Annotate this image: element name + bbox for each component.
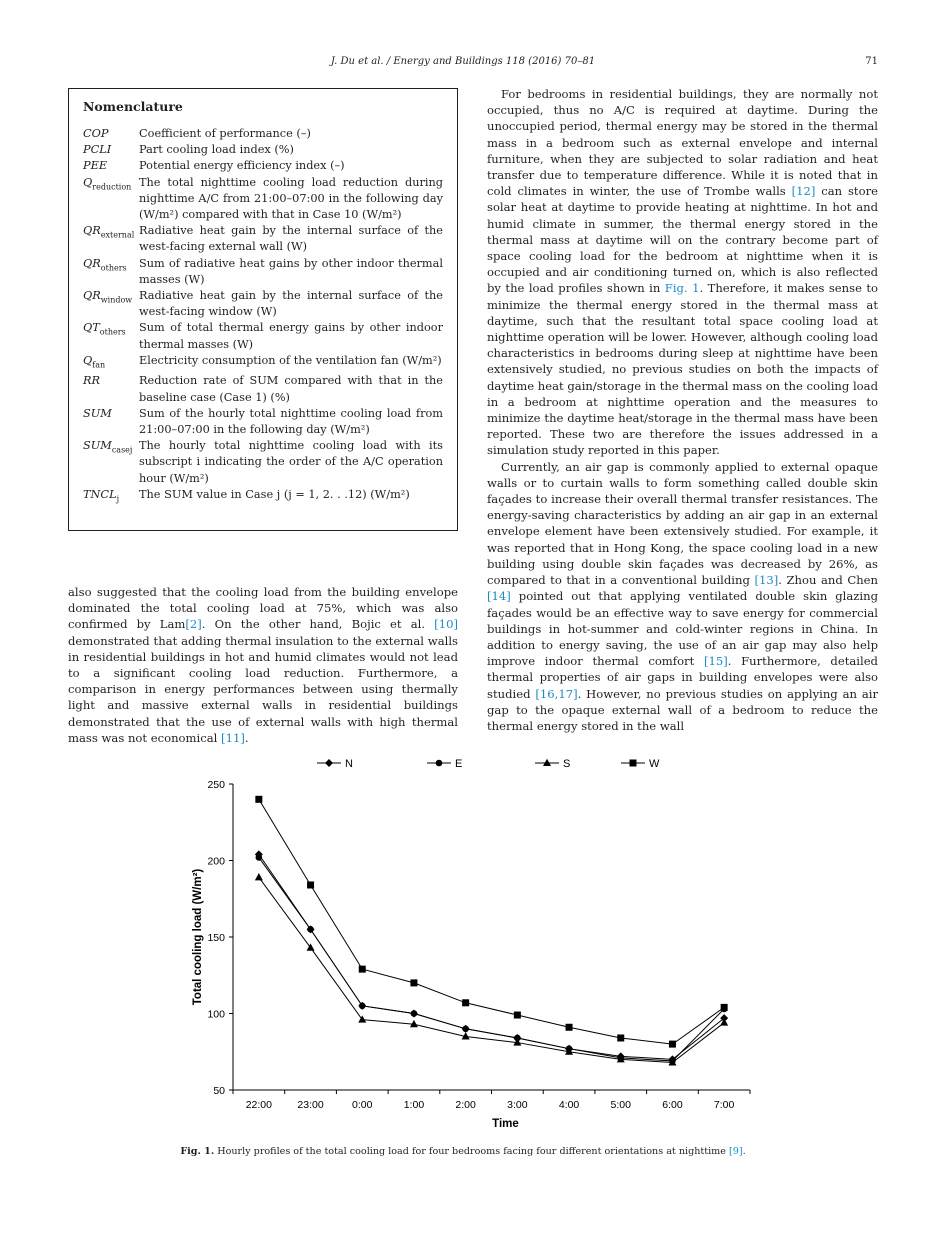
data-point-W	[359, 966, 366, 973]
nomenclature-entry	[83, 158, 443, 174]
nomenclature-symbol: $QR_{window}$	[83, 289, 133, 305]
citation-link[interactable]: [16,17]	[535, 686, 578, 701]
data-point-W	[410, 979, 417, 986]
citation-link[interactable]: [13]	[754, 573, 779, 588]
x-axis-title: Time	[492, 1118, 519, 1130]
nomenclature-entry	[83, 320, 443, 352]
paragraph: For bedrooms in residential buildings, they are normally not occupied, thus no A/C is required at daytime. During the unoccupied period, thermal energy may be stored in the thermal mass in a bedroom such as external envelope and internal furniture, when they are subjected to solar radiation and heat transfer due to temperature difference. While it is noted that in cold climates in winter, the use of Trombe walls [12] can store solar heat at daytime to provide heating at nighttime. In hot and humid climate in summer, the thermal energy stored in the thermal mass at daytime will on the contrary become part of space cooling load for the bedroom at nighttime when it is occupied and air conditioning turned on, which is also reflected by the load profiles shown in Fig. 1. Therefore, it makes sense to minimize the thermal energy stored in the thermal mass at daytime, such that the resultant total space cooling load at nighttime operation will be lower. However, although cooling load characteristics in bedrooms during sleep at nighttime have been extensively studied, no previous studies on both the impacts of daytime heat gain/storage in the thermal mass on the cooling load in a bedroom at nighttime operation and the measures to minimize the daytime heat/storage in the thermal mass have been reported. These two are therefore the issues addressed in a simulation study reported in this paper.	[487, 87, 879, 458]
journal-citation: J. Du et al. / Energy and Buildings 118 (2016) 70–81	[330, 56, 596, 67]
citation-link[interactable]: [14]	[487, 589, 511, 604]
data-point-W	[721, 1004, 728, 1011]
nomenclature-definition: The hourly total nighttime cooling load with its subscript i indicating the order of the A/C operation hour (W/m²)	[139, 439, 443, 485]
series-line-E	[259, 857, 724, 1060]
nomenclature-definition: Radiative heat gain by the internal surface of the west-facing external wall (W)	[139, 224, 443, 254]
figure-link[interactable]: Fig. 1	[664, 281, 700, 296]
cooling-load-chart	[185, 748, 785, 1138]
data-point-E	[307, 926, 314, 933]
nomenclature-symbol: $QR_{others}$	[83, 256, 127, 272]
nomenclature-symbol: $QT_{others}$	[83, 321, 126, 337]
nomenclature-entry	[83, 438, 443, 487]
data-point-W	[462, 999, 469, 1006]
legend-label-W: W	[649, 758, 660, 770]
left-column-text	[68, 584, 458, 746]
y-tick-label: 100	[207, 1008, 225, 1021]
y-tick-label: 150	[207, 932, 225, 944]
data-point-E	[256, 854, 263, 861]
nomenclature-entry	[83, 288, 443, 320]
legend-marker-E	[436, 760, 443, 767]
data-point-E	[411, 1010, 418, 1017]
citation-link[interactable]: [12]	[791, 184, 816, 199]
data-point-W	[307, 881, 314, 888]
running-header	[0, 56, 926, 72]
data-point-W	[566, 1024, 573, 1031]
y-axis-title: Total cooling load (W/m²)	[192, 868, 204, 1006]
figure-1	[185, 748, 785, 1138]
nomenclature-symbol: $SUM_{casej}$	[83, 439, 133, 455]
x-tick-label: 4:00	[558, 1099, 580, 1111]
data-point-S	[720, 1018, 728, 1025]
nomenclature-definition: Sum of radiative heat gains by other indoor thermal masses (W)	[139, 256, 443, 286]
page-number: 71	[865, 56, 878, 67]
nomenclature-definition: The SUM value in Case j (j = 1, 2. . .12) (W/m²)	[139, 487, 410, 501]
paragraph: Currently, an air gap is commonly applied to external opaque walls or to curtain walls to form something called double skin façades to increase their overall thermal transfer resistances. The energy-saving characteristics by adding an air gap in an external envelope element have been extensively studied. For example, it was reported that in Hong Kong, the space cooling load in a new building using double skin façades was decreased by 26%, as compared to that in a conventional building [13]. Zhou and Chen [14] pointed out that applying ventilated double skin glazing façades would be an effective way to save energy for commercial buildings in hot-summer and cold-winter regions in China. In addition to energy saving, the use of an air gap may also help improve indoor thermal comfort [15]. Furthermore, detailed thermal properties of air gaps in building envelopes were also studied [16,17]. However, no previous studies on applying an air gap to the opaque external wall of a bedroom to reduce the thermal energy stored in the wall	[487, 459, 879, 733]
nomenclature-entry	[83, 142, 443, 158]
figure-caption: Fig. 1. Hourly profiles of the total cooling load for four bedrooms facing four different orientations at nighttime [9].	[180, 1146, 746, 1157]
citation-link[interactable]: [9]	[729, 1146, 743, 1157]
nomenclature-list	[83, 126, 443, 507]
figure-label: Fig. 1.	[180, 1146, 215, 1157]
nomenclature-symbol: PEE	[83, 159, 108, 173]
data-point-W	[255, 796, 262, 803]
data-point-E	[462, 1026, 469, 1033]
right-column-text	[487, 86, 878, 734]
legend-marker-S	[543, 759, 551, 766]
x-tick-label: 2:00	[455, 1099, 476, 1111]
data-point-W	[617, 1034, 624, 1041]
nomenclature-entry	[83, 126, 443, 142]
nomenclature-definition: Radiative heat gain by the internal surface of the west-facing window (W)	[139, 289, 443, 319]
legend-marker-W	[630, 760, 637, 767]
x-tick-label: 3:00	[507, 1099, 528, 1111]
nomenclature-entry	[83, 406, 443, 438]
data-point-W	[669, 1041, 676, 1048]
nomenclature-symbol: $QR_{external}$	[83, 224, 135, 240]
data-point-W	[514, 1012, 521, 1019]
nomenclature-symbol: $Q_{reduction}$	[83, 175, 132, 191]
nomenclature-definition: Coefficient of performance (–)	[139, 127, 311, 140]
legend-label-E: E	[455, 758, 463, 770]
nomenclature-symbol: $Q_{fan}$	[83, 353, 106, 370]
x-tick-label: 6:00	[662, 1099, 683, 1111]
nomenclature-definition: Reduction rate of SUM compared with that in the baseline case (Case 1) (%)	[139, 374, 443, 404]
x-tick-label: 1:00	[403, 1099, 425, 1111]
citation-link[interactable]: [11]	[221, 730, 245, 745]
nomenclature-symbol: RR	[83, 374, 101, 388]
nomenclature-definition: Potential energy efficiency index (–)	[139, 159, 345, 173]
nomenclature-entry	[83, 256, 443, 288]
data-point-S	[255, 873, 263, 880]
citation-link[interactable]: [10]	[434, 617, 458, 632]
nomenclature-definition: Sum of the hourly total nighttime cooling load from 21:00–07:00 in the following day (W/m²)	[139, 406, 443, 436]
nomenclature-entry	[83, 373, 443, 405]
nomenclature-definition: The total nighttime cooling load reduction during nighttime A/C from 21:00–07:00 in the following day (W/m²) compared with that in Case 10 (W/m²)	[139, 175, 443, 222]
x-tick-label: 5:00	[610, 1099, 631, 1111]
x-tick-label: 23:00	[297, 1099, 324, 1111]
y-tick-label: 250	[207, 779, 225, 791]
nomenclature-box	[68, 88, 458, 531]
nomenclature-definition: Electricity consumption of the ventilation fan (W/m²)	[139, 353, 442, 367]
x-tick-label: 0:00	[352, 1099, 373, 1111]
nomenclature-definition: Sum of total thermal energy gains by other indoor thermal masses (W)	[139, 321, 443, 351]
citation-link[interactable]: [2]	[185, 617, 202, 632]
nomenclature-symbol: SUM	[83, 406, 112, 420]
nomenclature-entry	[83, 353, 443, 373]
legend-marker-N	[325, 759, 333, 767]
nomenclature-symbol: $TNCL_j$	[83, 487, 120, 503]
nomenclature-symbol: COP	[83, 127, 109, 140]
x-tick-label: 7:00	[713, 1099, 735, 1111]
data-point-E	[359, 1003, 366, 1010]
series-line-S	[259, 877, 724, 1062]
paragraph: also suggested that the cooling load from the building envelope dominated the total cooling load at 75%, which was also confirmed by Lam[2]. On the other hand, Bojic et al. [10] demonstrated that adding thermal insulation to the external walls in residential buildings in hot and humid climates would not lead to a significant cooling load reduction. Furthermore, a comparison in energy performances between using thermally light and massive external walls in residential buildings demonstrated that the use of external walls with high thermal mass was not economical [11].	[68, 585, 458, 745]
nomenclature-entry	[83, 487, 443, 507]
y-tick-label: 50	[213, 1085, 225, 1097]
nomenclature-definition: Part cooling load index (%)	[139, 143, 294, 157]
legend-label-N: N	[345, 758, 353, 770]
x-tick-label: 22:00	[245, 1099, 272, 1111]
y-tick-label: 200	[207, 855, 225, 868]
nomenclature-entry	[83, 223, 443, 255]
nomenclature-symbol: PCLI	[83, 143, 112, 157]
legend-label-S: S	[563, 758, 571, 770]
citation-link[interactable]: [15]	[703, 654, 728, 669]
nomenclature-entry	[83, 175, 443, 224]
series-line-W	[259, 799, 724, 1044]
nomenclature-title: Nomenclature	[83, 99, 183, 114]
